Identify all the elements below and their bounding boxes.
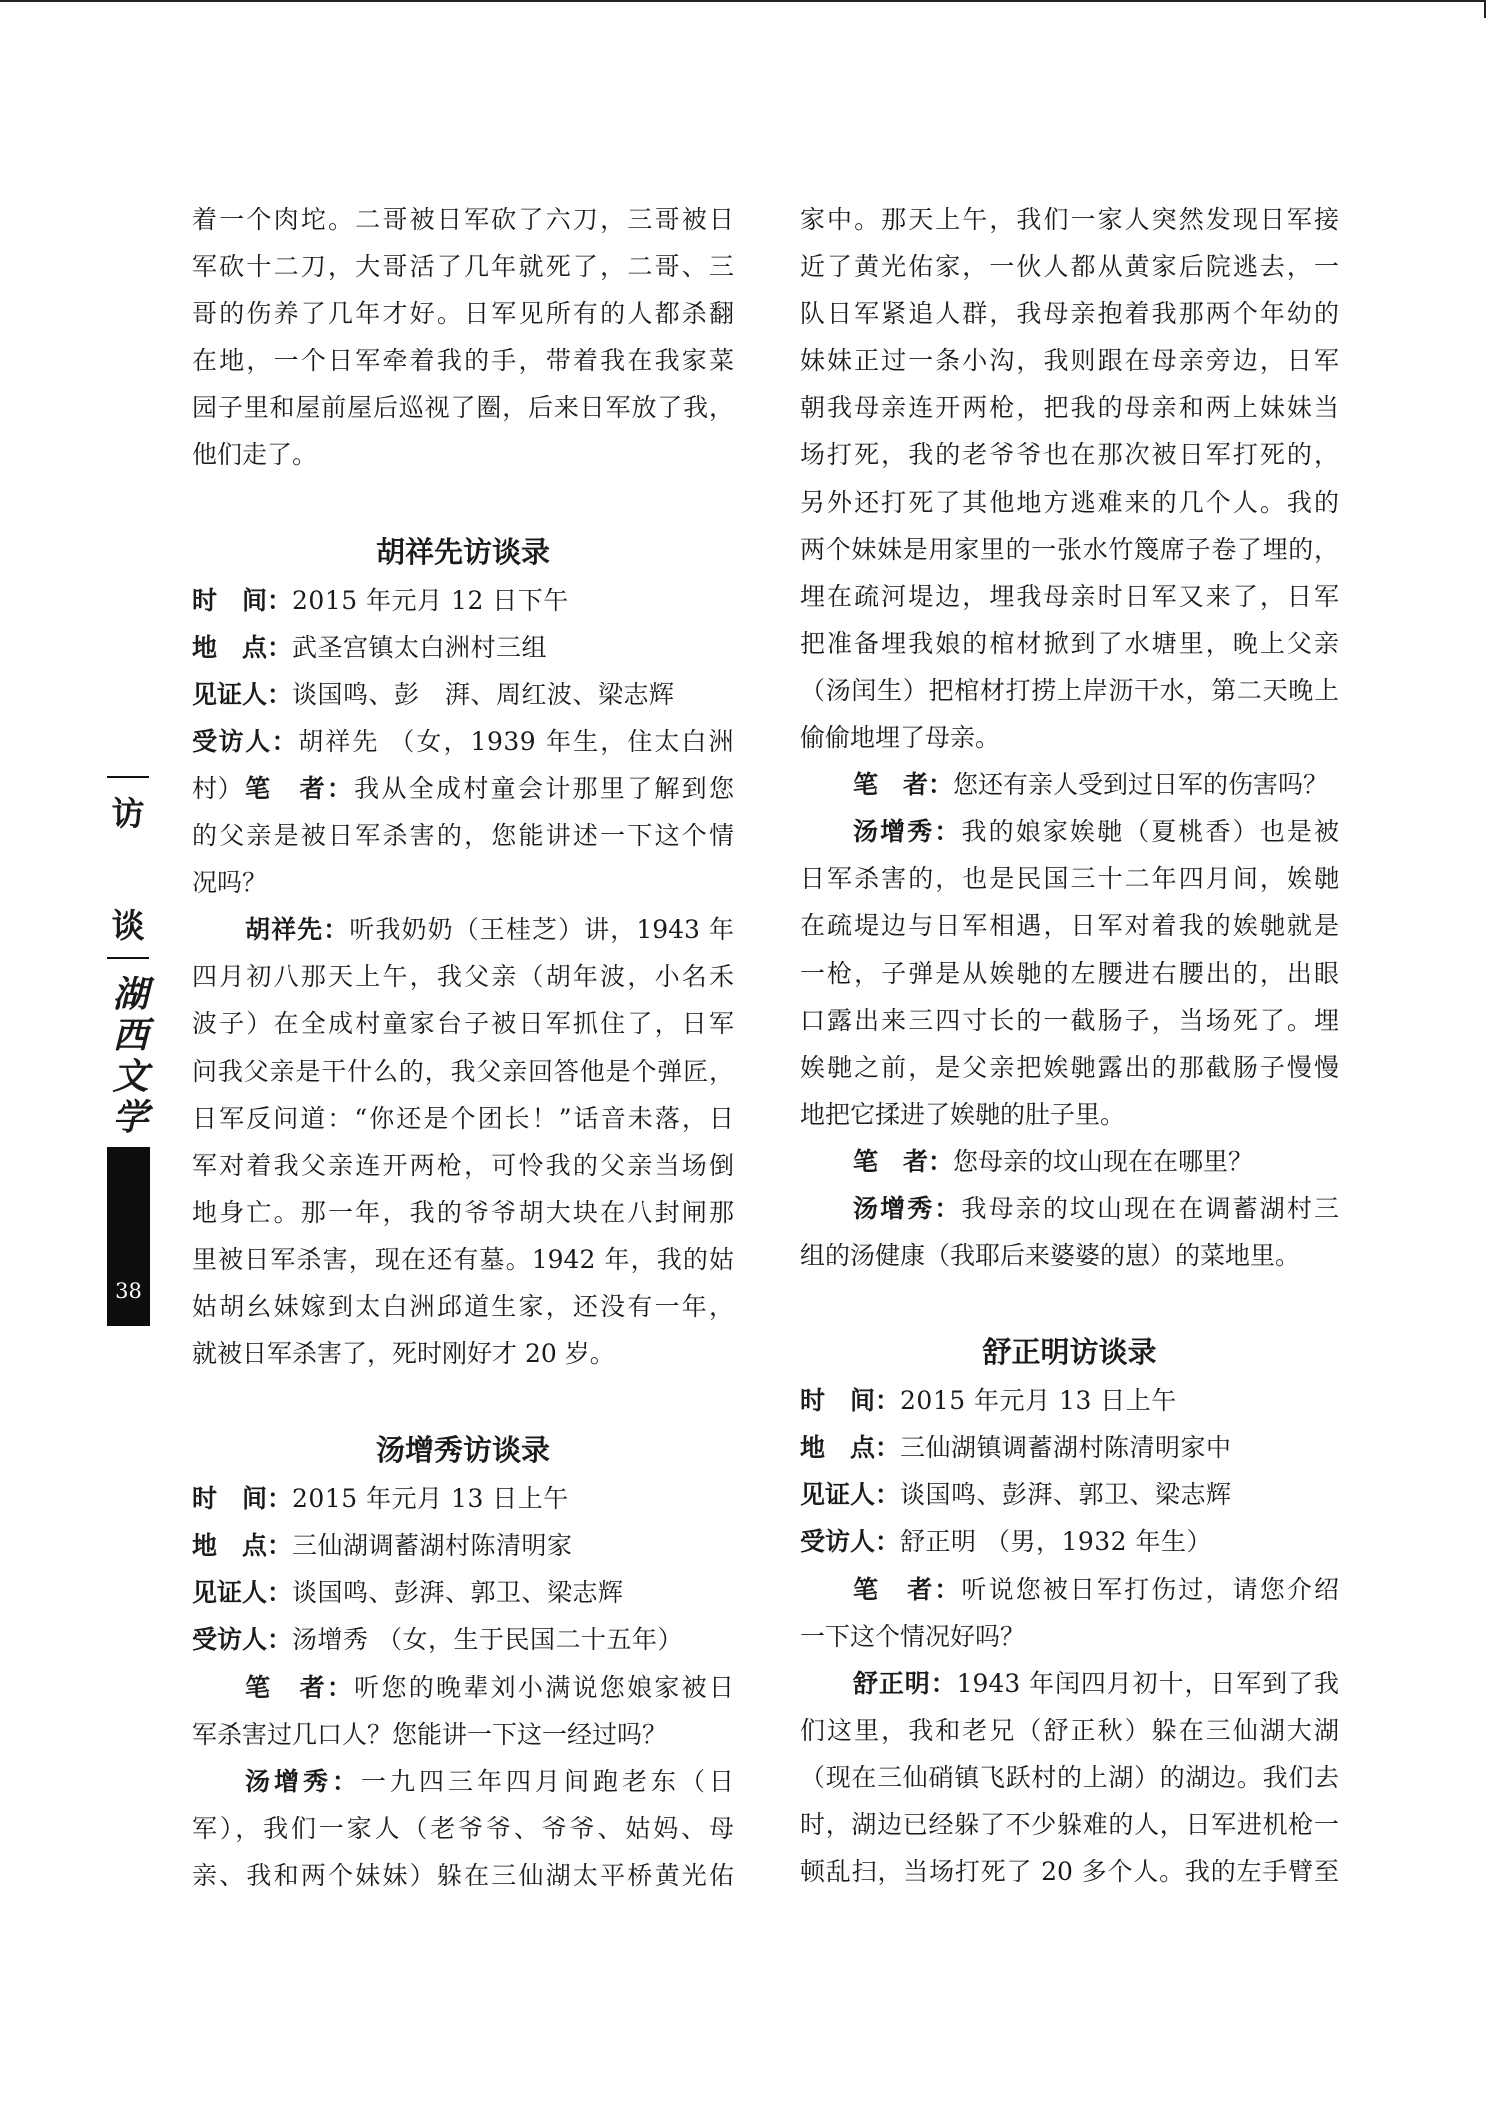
text-line: （汤闰生）把棺材打捞上岸沥干水，第二天晚上 <box>800 675 1339 705</box>
text-line: 一枪，子弹是从娭毑的左腰进右腰出的，出眼 <box>800 958 1339 988</box>
text-line: 家中。那天上午，我们一家人突然发现日军接 <box>800 205 1339 234</box>
text-line: 另外还打死了其他地方逃难来的几个人。我的 <box>800 487 1339 517</box>
speaker-label: 汤增秀： <box>245 1766 361 1796</box>
speaker-label: 笔 者： <box>853 1574 962 1604</box>
meta-value: 2015 年元月 13 日上午 <box>292 1484 569 1514</box>
meta-value: 武圣宫镇太白洲村三组 <box>292 632 548 662</box>
meta-label: 时 间： <box>192 1484 293 1514</box>
interview-title: 舒正明访谈录 <box>982 1335 1157 1370</box>
text-line: 姑胡幺妹嫁到太白洲邱道生家，还没有一年， <box>192 1291 734 1321</box>
text-line: 着一个肉坨。二哥被日军砍了六刀，三哥被日 <box>192 205 734 234</box>
section-rule-top <box>107 776 149 778</box>
text-line <box>192 1758 734 1805</box>
speaker-label: 笔 者： <box>245 773 355 803</box>
meta-line <box>192 1569 734 1616</box>
text-line: 军砍十二刀，大哥活了几年就死了，二哥、三 <box>192 252 734 282</box>
text-line <box>192 765 734 812</box>
meta-value: 舒正明 （男，1932 年生） <box>900 1527 1213 1557</box>
meta-label: 地 点： <box>192 1531 293 1561</box>
text-line: 日军杀害的，也是民国三十二年四月间，娭毑 <box>800 864 1339 894</box>
meta-label: 见证人： <box>192 679 293 709</box>
meta-label: 时 间： <box>192 585 293 615</box>
interview-title: 汤增秀访谈录 <box>375 1433 550 1468</box>
speaker-label: 笔 者： <box>853 1146 954 1176</box>
magazine-logo: 湖西文学 <box>107 975 149 1139</box>
section-rule-bottom <box>107 957 149 959</box>
meta-value: 三仙湖调蓄湖村陈清明家 <box>292 1531 573 1561</box>
interview-title: 胡祥先访谈录 <box>375 534 550 569</box>
text-run: 您母亲的坟山现在在哪里？ <box>953 1146 1254 1176</box>
text-line: 园子里和屋前屋后巡视了圈，后来日军放了我， <box>192 393 734 423</box>
speaker-label: 汤增秀： <box>853 1193 962 1223</box>
page-number-tab <box>107 1147 150 1326</box>
meta-line <box>192 671 734 718</box>
text-run: 听您的晚辈刘小满说您娘家被日 <box>354 1672 734 1702</box>
meta-line <box>192 624 734 671</box>
text-line: 日军反问道：“你还是个团长！”话音未落，日 <box>192 1103 734 1133</box>
meta-value: 谈国鸣、彭湃、郭卫、梁志辉 <box>900 1480 1232 1510</box>
text-line: （现在三仙硝镇飞跃村的上湖）的湖边。我们去 <box>800 1762 1339 1792</box>
text-line <box>800 808 1339 855</box>
text-line <box>192 1664 734 1711</box>
text-line: 在疏堤边与日军相遇，日军对着我的娭毑就是 <box>800 911 1339 941</box>
speaker-label: 舒正明： <box>853 1668 957 1698</box>
meta-line <box>192 1475 734 1522</box>
text-line: 在地，一个日军牵着我的手，带着我在我家菜 <box>192 346 734 376</box>
text-line <box>800 1660 1339 1707</box>
text-line: 场打死，我的老爷爷也在那次被日军打死的， <box>800 440 1339 470</box>
meta-value: 2015 年元月 12 日下午 <box>292 585 569 615</box>
text-line: 偷偷地埋了母亲。 <box>800 723 1001 753</box>
text-line <box>800 1566 1339 1613</box>
text-line: 组的汤健康（我耶后来婆婆的崽）的菜地里。 <box>800 1241 1301 1271</box>
text-line: 队日军紧追人群，我母亲抱着我那两个年幼的 <box>800 299 1339 329</box>
meta-label: 受访人： <box>192 1625 293 1655</box>
meta-label: 地 点： <box>192 632 293 662</box>
text-line: 就被日军杀害了，死时刚好才 20 岁。 <box>192 1339 615 1369</box>
text-line: 波子）在全成村童家台子被日军抓住了，日军 <box>192 1009 734 1039</box>
text-line: 军），我们一家人（老爷爷、爷爷、姑妈、母 <box>192 1813 734 1843</box>
meta-label: 地 点： <box>800 1433 901 1463</box>
meta-line <box>192 577 734 624</box>
text-line <box>800 1185 1339 1232</box>
speaker-label: 笔 者： <box>853 770 954 800</box>
meta-line <box>800 1377 1339 1424</box>
text-line: 况吗？ <box>192 868 268 898</box>
text-line: 地把它揉进了娭毑的肚子里。 <box>800 1099 1126 1129</box>
meta-line <box>800 1424 1339 1471</box>
text-run: 1943 年闰四月初十，日军到了我 <box>956 1668 1339 1698</box>
text-line: 地身亡。那一年，我的爷爷胡大块在八封闸那 <box>192 1197 734 1227</box>
text-line: 妹妹正过一条小沟，我则跟在母亲旁边，日军 <box>800 346 1339 376</box>
meta-label: 受访人： <box>192 726 299 756</box>
text-line: 们这里，我和老兄（舒正秋）躲在三仙湖大湖 <box>800 1715 1339 1745</box>
meta-line <box>192 1522 734 1569</box>
text-line: 一下这个情况好吗？ <box>800 1621 1026 1651</box>
text-line: 娭毑之前，是父亲把娭毑露出的那截肠子慢慢 <box>800 1052 1339 1082</box>
text-line: 军杀害过几口人？您能讲一下这一经过吗？ <box>192 1719 668 1749</box>
meta-label: 见证人： <box>192 1578 293 1608</box>
text-line: 哥的伤养了几年才好。日军见所有的人都杀翻 <box>192 299 734 329</box>
meta-value: 三仙湖镇调蓄湖村陈清明家中 <box>900 1433 1232 1463</box>
speaker-label: 汤增秀： <box>853 817 962 847</box>
page-right-border <box>1484 0 1486 18</box>
text-line: 近了黄光佑家，一伙人都从黄家后院逃去，一 <box>800 252 1339 282</box>
meta-value: 谈国鸣、彭 湃、周红波、梁志辉 <box>292 679 675 709</box>
left-column <box>192 196 734 1899</box>
text-run: 我母亲的坟山现在在调蓄湖村三 <box>961 1193 1339 1223</box>
right-column <box>800 196 1339 1895</box>
meta-label: 受访人： <box>800 1527 901 1557</box>
meta-value: 2015 年元月 13 日上午 <box>900 1386 1177 1416</box>
text-line: 他们走了。 <box>192 440 318 470</box>
text-line <box>192 906 734 953</box>
text-line: 顿乱扫，当场打死了 20 多个人。我的左手臂至 <box>800 1857 1339 1887</box>
text-line: 时，湖边已经躲了不少躲难的人，日军进机枪一 <box>800 1810 1339 1839</box>
meta-line <box>800 1518 1339 1565</box>
meta-line <box>192 1616 734 1663</box>
text-run: 一九四三年四月间跑老东（日 <box>361 1766 734 1796</box>
text-line: 口露出来三四寸长的一截肠子，当场死了。埋 <box>800 1005 1339 1035</box>
meta-label: 时 间： <box>800 1386 901 1416</box>
text-run: 您还有亲人受到过日军的伤害吗？ <box>953 770 1329 800</box>
meta-value: 谈国鸣、彭湃、郭卫、梁志辉 <box>292 1578 624 1608</box>
speaker-label: 胡祥先： <box>245 915 350 945</box>
text-line: 把准备埋我娘的棺材掀到了水塘里，晚上父亲 <box>800 628 1339 658</box>
text-line: 军对着我父亲连开两枪，可怜我的父亲当场倒 <box>192 1150 734 1180</box>
meta-line <box>800 1471 1339 1518</box>
text-line: 埋在疏河堤边，埋我母亲时日军又来了，日军 <box>800 581 1339 611</box>
meta-label: 见证人： <box>800 1480 901 1510</box>
text-line: 里被日军杀害，现在还有墓。1942 年，我的姑 <box>192 1244 734 1274</box>
meta-value: 胡祥先 （女，1939 年生，住太白洲村） <box>192 726 734 803</box>
meta-value: 汤增秀 （女，生于民国二十五年） <box>292 1625 683 1655</box>
page-top-border <box>0 0 1486 2</box>
text-line: 朝我母亲连开两枪，把我的母亲和两上妹妹当 <box>800 393 1339 423</box>
text-line: 亲、我和两个妹妹）躲在三仙湖太平桥黄光佑 <box>192 1860 734 1890</box>
page-number: 38 <box>115 1279 142 1303</box>
text-line: 四月初八那天上午，我父亲（胡年波，小名禾 <box>192 962 734 992</box>
text-line: 问我父亲是干什么的，我父亲回答他是个弹匠， <box>192 1056 734 1086</box>
section-label-char: 访 <box>111 794 145 833</box>
text-line: 两个妹妹是用家里的一张水竹篾席子卷了埋的， <box>800 534 1339 564</box>
text-line <box>800 1138 1339 1185</box>
speaker-label: 笔 者： <box>245 1672 355 1702</box>
section-label-char: 谈 <box>111 906 145 945</box>
text-run: 听我奶奶（王桂芝）讲，1943 年 <box>349 915 734 945</box>
text-run: 听说您被日军打伤过，请您介绍 <box>961 1574 1339 1604</box>
text-line <box>800 761 1339 808</box>
text-run: 我的娘家娭毑（夏桃香）也是被 <box>961 817 1339 847</box>
text-run: 我从全成村童会计那里了解到您 <box>354 773 734 803</box>
text-line: 的父亲是被日军杀害的，您能讲述一下这个情 <box>192 821 734 851</box>
